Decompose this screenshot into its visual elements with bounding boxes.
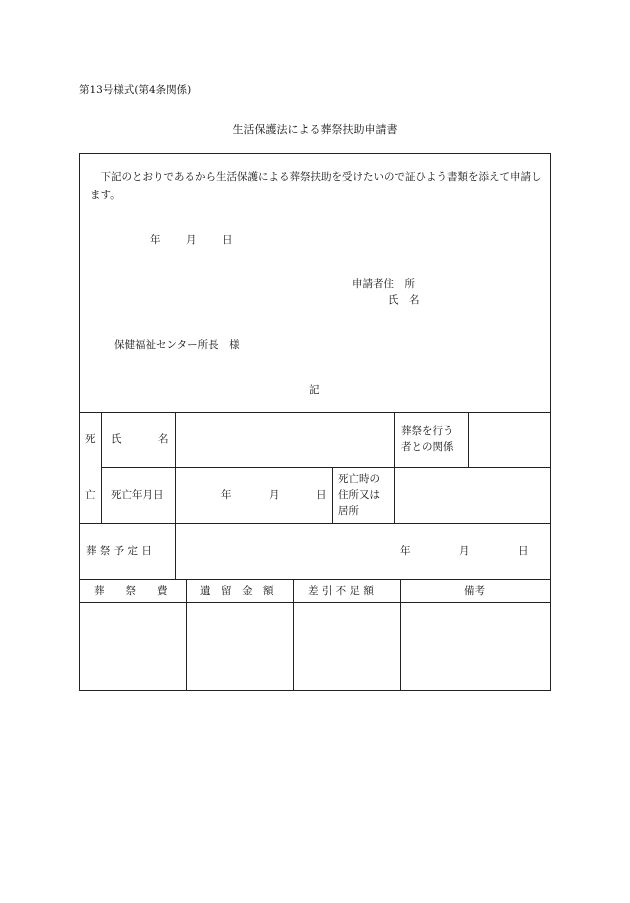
application-form-box <box>79 153 551 691</box>
divider <box>468 412 469 467</box>
shortfall-header: 差 引 不 足 額 <box>308 585 374 597</box>
divider <box>101 467 550 468</box>
funeral-date-month: 月 <box>459 545 470 557</box>
divider <box>400 579 401 691</box>
death-date-year: 年 <box>221 489 232 501</box>
remaining-money-header: 遺 留 金 額 <box>200 585 274 597</box>
form-number: 第13号様式(第4条関係) <box>79 84 192 96</box>
addressee: 保健福祉センター所長 様 <box>114 339 240 351</box>
divider <box>80 602 550 603</box>
funeral-date-day: 日 <box>518 545 529 557</box>
divider <box>80 579 550 580</box>
date-month-label: 月 <box>186 234 197 246</box>
death-address-label: 居所 <box>338 505 359 517</box>
death-label-char: 亡 <box>85 489 96 501</box>
death-date-day: 日 <box>316 489 327 501</box>
deceased-name-label-part: 氏 <box>111 433 122 445</box>
remarks-header: 備考 <box>464 585 485 597</box>
deceased-name-label-part: 名 <box>158 433 169 445</box>
death-address-label: 住所又は <box>338 489 380 501</box>
divider <box>186 579 187 691</box>
relation-label: 者との関係 <box>401 441 454 453</box>
applicant-name-label: 氏 名 <box>388 294 420 306</box>
application-intro-text: 下記のとおりであるから生活保護による葬祭扶助を受けたいので証ひよう書類を添えて申請します。 <box>90 171 542 201</box>
date-day-label: 日 <box>222 234 233 246</box>
death-address-label: 死亡時の <box>338 473 380 485</box>
funeral-date-label: 葬 祭 予 定 日 <box>86 545 152 557</box>
death-date-month: 月 <box>269 489 280 501</box>
death-label-char: 死 <box>85 433 96 445</box>
divider <box>80 412 550 413</box>
divider <box>80 523 550 524</box>
document-title: 生活保護法による葬祭扶助申請書 <box>232 123 398 136</box>
applicant-address-label: 申請者住 所 <box>352 278 415 290</box>
divider <box>175 412 176 579</box>
funeral-date-year: 年 <box>400 545 411 557</box>
funeral-cost-header: 葬 祭 費 <box>94 585 168 597</box>
date-year-label: 年 <box>150 234 161 246</box>
divider <box>394 412 395 523</box>
divider <box>101 412 102 523</box>
death-date-label: 死亡年月日 <box>111 489 164 501</box>
divider <box>332 467 333 523</box>
divider <box>293 579 294 691</box>
ki-label: 記 <box>309 384 320 396</box>
relation-label: 葬祭を行う <box>401 425 454 437</box>
